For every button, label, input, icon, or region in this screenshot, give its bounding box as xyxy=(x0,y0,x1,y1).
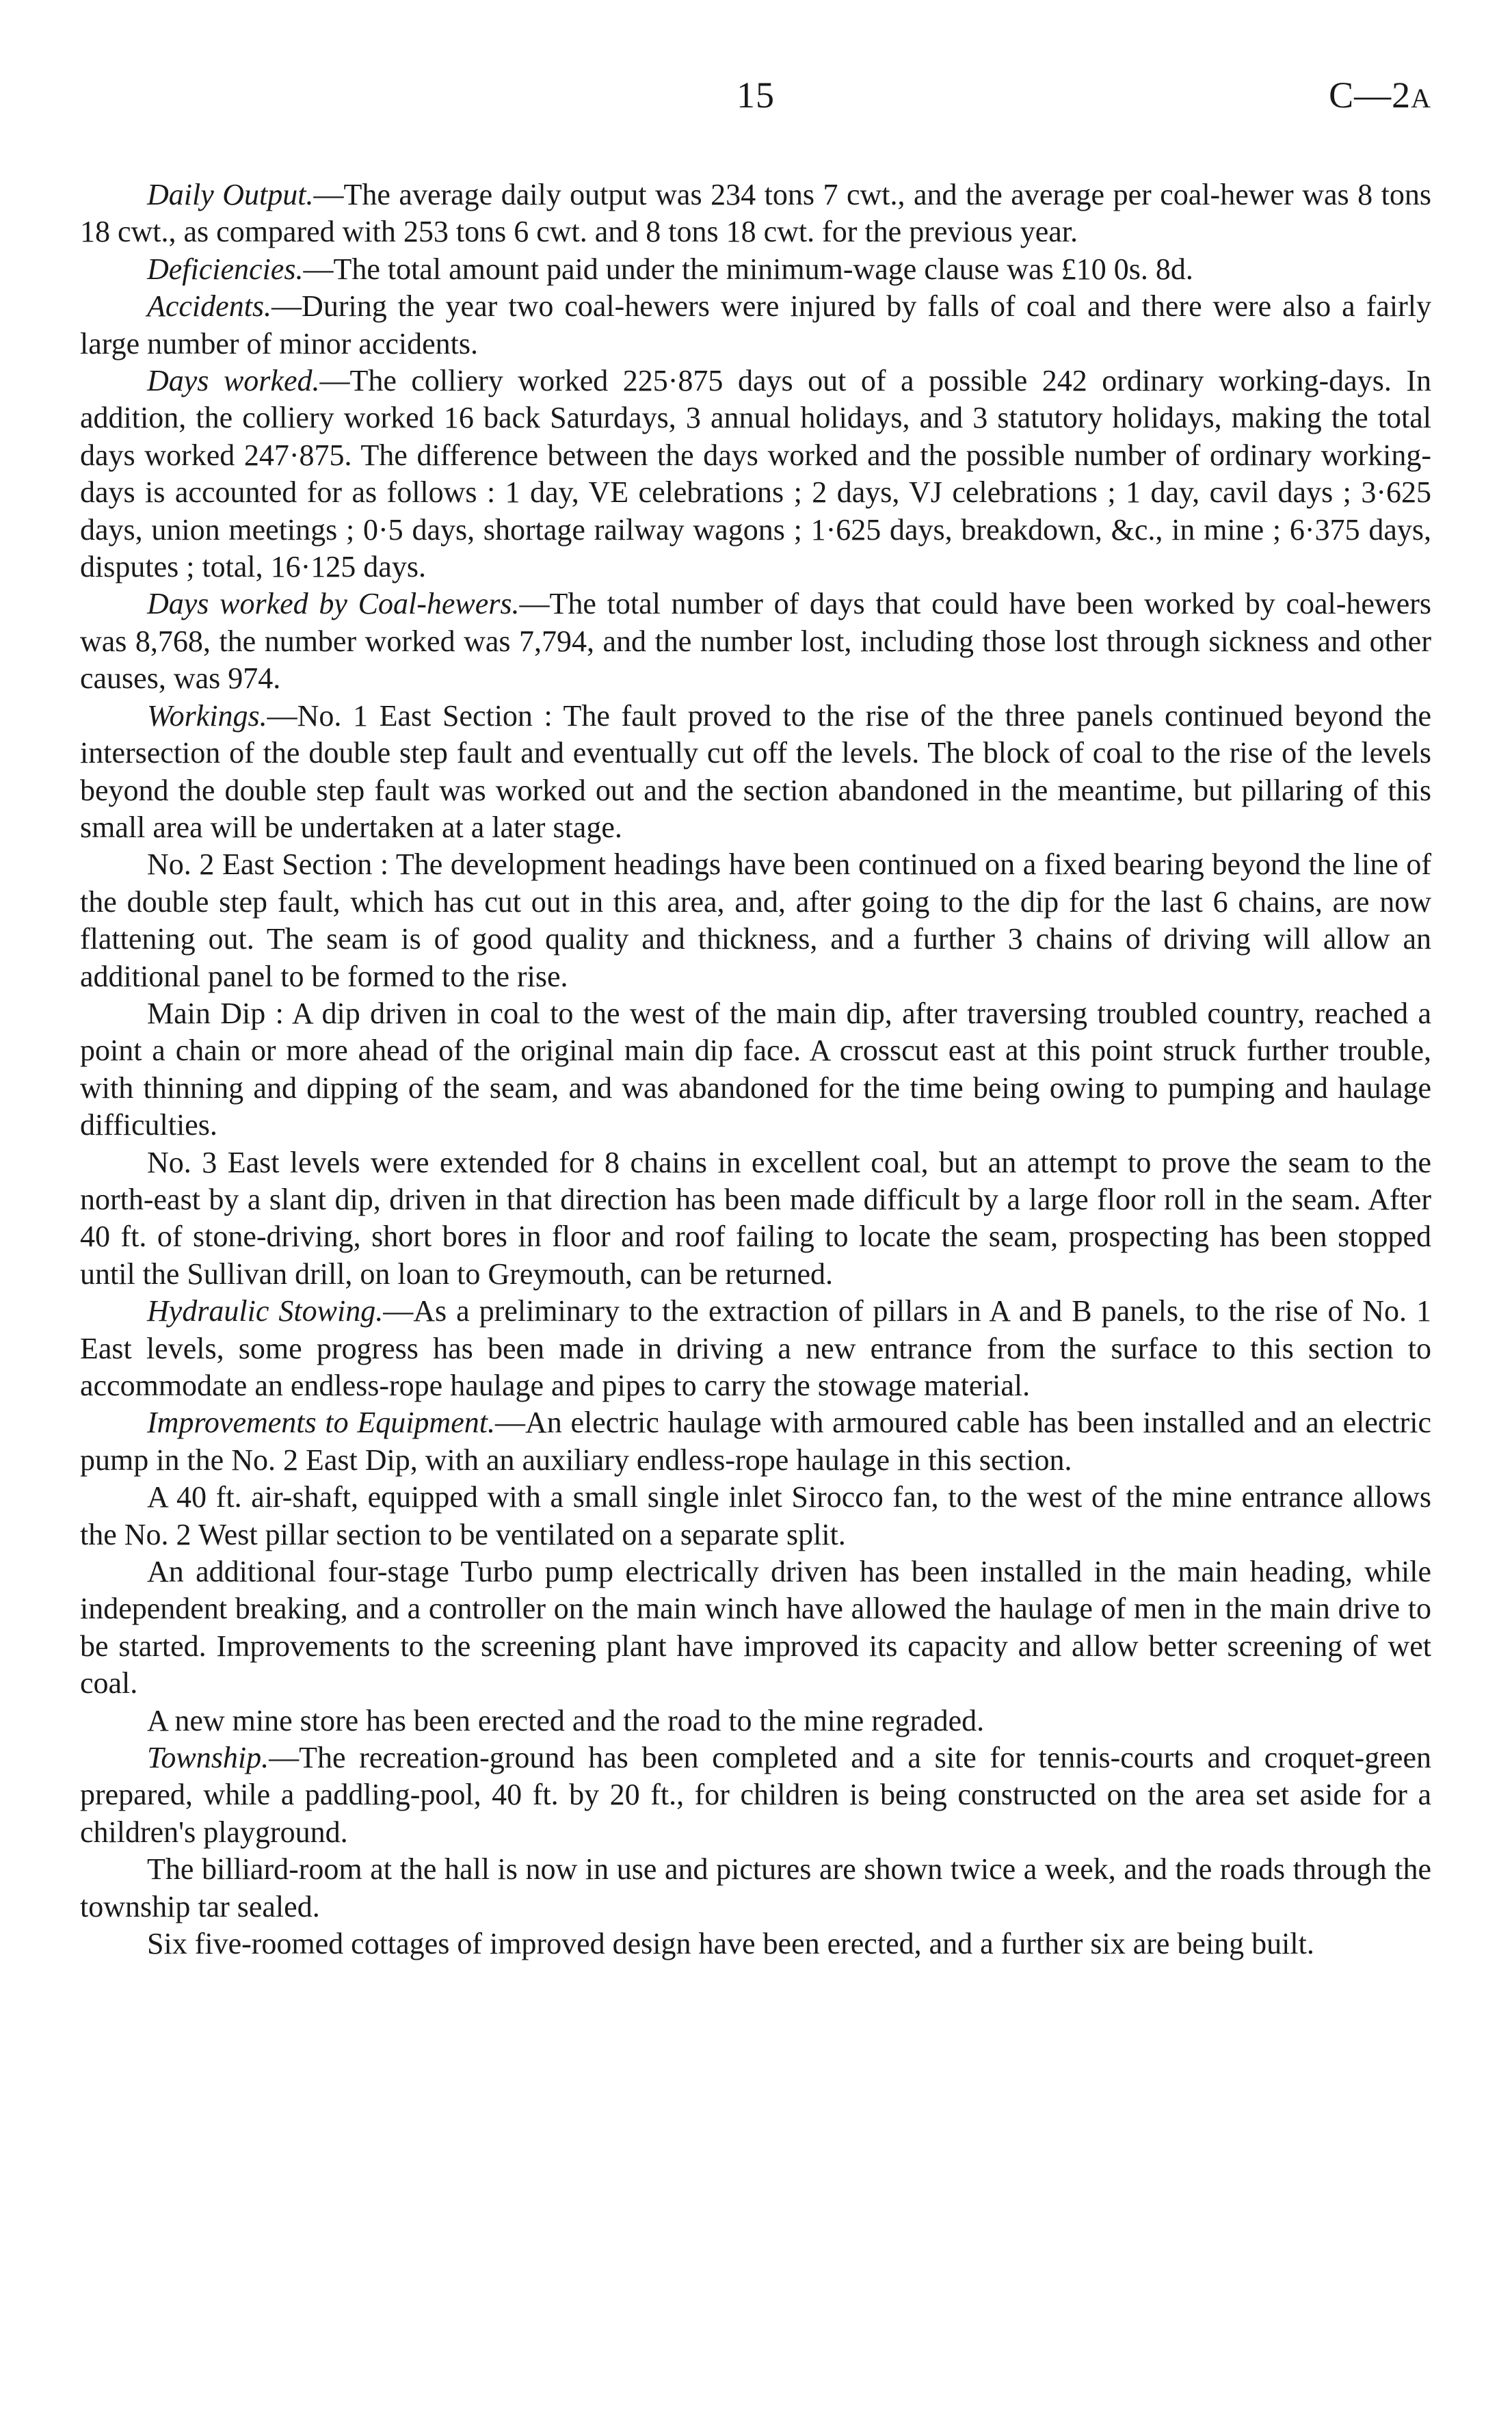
page-number: 15 xyxy=(737,75,775,116)
paragraph-workings xyxy=(80,698,1431,847)
document-reference xyxy=(1329,77,1431,117)
paragraph-text: No. 2 East Section : The development headings have been continued on a fixed bearing beyond the line of the double step fault, which has cut out in this area, and, after going to the dip for the last 6 chains, are now flattening out. The seam is of good quality and thickness, and a further 3 chains of driving will allow an additional panel to be formed to the rise. xyxy=(80,847,1431,993)
paragraph-air-shaft xyxy=(80,1479,1431,1553)
paragraph-heading: Days worked by Coal-hewers. xyxy=(147,587,520,621)
paragraph-deficiencies xyxy=(80,251,1431,288)
paragraph-heading: Days worked. xyxy=(147,364,320,398)
paragraph-text: Main Dip : A dip driven in coal to the west of the main dip, after traversing troubled country, reached a point a chain or more ahead of the original main dip face. A crosscut east at this point struck further trouble, with thinning and dipping of the seam, and was abandoned for the time being owing to pumping and haulage difficulties. xyxy=(80,996,1431,1142)
paragraph-text: —During the year two coal-hewers were injured by falls of coal and there were also a fairly large number of minor accidents. xyxy=(80,289,1431,360)
paragraph-text: No. 3 East levels were extended for 8 chains in excellent coal, but an attempt to prove the seam to the north-east by a slant dip, driven in that direction has been made difficult by a large floor roll in the seam. After 40 ft. of stone-driving, short bores in floor and roof failing to locate the seam, prospecting has been stopped until the Sullivan drill, on loan to Greymouth, can be returned. xyxy=(80,1145,1431,1291)
paragraph-text: —No. 1 East Section : The fault proved to the rise of the three panels continued beyond the intersection of the double step fault and eventually cut off the levels. The block of coal to the rise of the levels beyond the double step fault was worked out and the section abandoned in the meantime, but pillaring of this small area will be undertaken at a later stage. xyxy=(80,698,1431,844)
paragraph-text: Six five-roomed cottages of improved design have been erected, and a further six are being built. xyxy=(147,1927,1314,1961)
page-header xyxy=(80,75,1431,135)
doc-ref-prefix: C—2 xyxy=(1329,75,1411,116)
paragraph-cottages xyxy=(80,1926,1431,1962)
paragraph-billiard-room xyxy=(80,1851,1431,1926)
paragraph-heading: Improvements to Equipment. xyxy=(147,1406,495,1440)
paragraph-text: —As a preliminary to the extraction of pillars in A and B panels, to the rise of No. 1 East levels, some progress has been made in driving a new entrance from the surface to this section to accommodate an endless-rope haulage and pipes to carry the stowage material. xyxy=(80,1294,1432,1402)
paragraph-text: —The recreation-ground has been completed and a site for tennis-courts and croquet-green prepared, while a paddling-pool, 40 ft. by 20 ft., for children is being constructed on the area set aside for a children's playground. xyxy=(80,1741,1431,1849)
paragraph-hydraulic-stowing xyxy=(80,1293,1431,1404)
paragraph-improvements-equipment xyxy=(80,1404,1431,1479)
paragraph-township xyxy=(80,1739,1431,1851)
paragraph-main-dip xyxy=(80,995,1431,1144)
paragraph-daily-output xyxy=(80,176,1431,251)
paragraph-heading: Township. xyxy=(147,1741,269,1775)
paragraph-text: —The colliery worked 225·875 days out of a possible 242 ordinary working-days. In addition, the colliery worked 16 back Saturdays, 3 annual holidays, and 3 statutory holidays, making the total days worked 247·875. The difference between the days worked and the possible number of ordinary working-days is accounted for as follows : 1 day, VE celebrations ; 2 days, VJ celebrations ; 1 day, cavil days ; 3·625 days, union meetings ; 0·5 days, shortage railway wagons ; 1·625 days, breakdown, &c., in mine ; 6·375 days, disputes ; total, 16·125 days. xyxy=(80,364,1431,584)
paragraph-turbo-pump xyxy=(80,1553,1431,1703)
paragraph-text: A new mine store has been erected and the road to the mine regraded. xyxy=(147,1703,985,1737)
paragraph-text: A 40 ft. air-shaft, equipped with a small single inlet Sirocco fan, to the west of the mine entrance allows the No. 2 West pillar section to be ventilated on a separate split. xyxy=(80,1480,1431,1551)
paragraph-text: —The total number of days that could have been worked by coal-hewers was 8,768, the number worked was 7,794, and the number lost, including those lost through sickness and other causes, was 974. xyxy=(80,587,1431,696)
paragraph-heading: Hydraulic Stowing. xyxy=(147,1294,384,1328)
paragraph-text: —An electric haulage with armoured cable has been installed and an electric pump in the No. 2 East Dip, with an auxiliary endless-rope haulage in this section. xyxy=(80,1406,1432,1477)
paragraph-no2-east-section xyxy=(80,846,1431,995)
paragraph-text: The billiard-room at the hall is now in use and pictures are shown twice a week, and the roads through the township tar sealed. xyxy=(80,1852,1431,1923)
paragraph-text: An additional four-stage Turbo pump electrically driven has been installed in the main heading, while independent breaking, and a controller on the main winch have allowed the haulage of men in the main drive to be started. Improvements to the screening plant have improved its capacity and allow better screening of wet coal. xyxy=(80,1555,1431,1700)
paragraph-heading: Deficiencies. xyxy=(147,252,304,286)
paragraph-heading: Workings. xyxy=(147,698,267,733)
paragraph-heading: Daily Output. xyxy=(147,178,314,211)
paragraph-text: —The average daily output was 234 tons 7 cwt., and the average per coal-hewer was 8 tons 18 cwt., as compared with 253 tons 6 cwt. and 8 tons 18 cwt. for the previous year. xyxy=(80,178,1432,249)
report-body xyxy=(80,176,1431,1963)
paragraph-days-worked-coal-hewers xyxy=(80,586,1431,697)
paragraph-heading: Accidents. xyxy=(147,289,272,324)
paragraph-no3-east-levels xyxy=(80,1144,1431,1293)
doc-ref-suffix: A xyxy=(1411,83,1431,114)
paragraph-days-worked xyxy=(80,363,1431,586)
paragraph-text: —The total amount paid under the minimum-wage clause was £10 0s. 8d. xyxy=(303,252,1193,286)
paragraph-mine-store xyxy=(80,1703,1431,1739)
paragraph-accidents xyxy=(80,288,1431,363)
